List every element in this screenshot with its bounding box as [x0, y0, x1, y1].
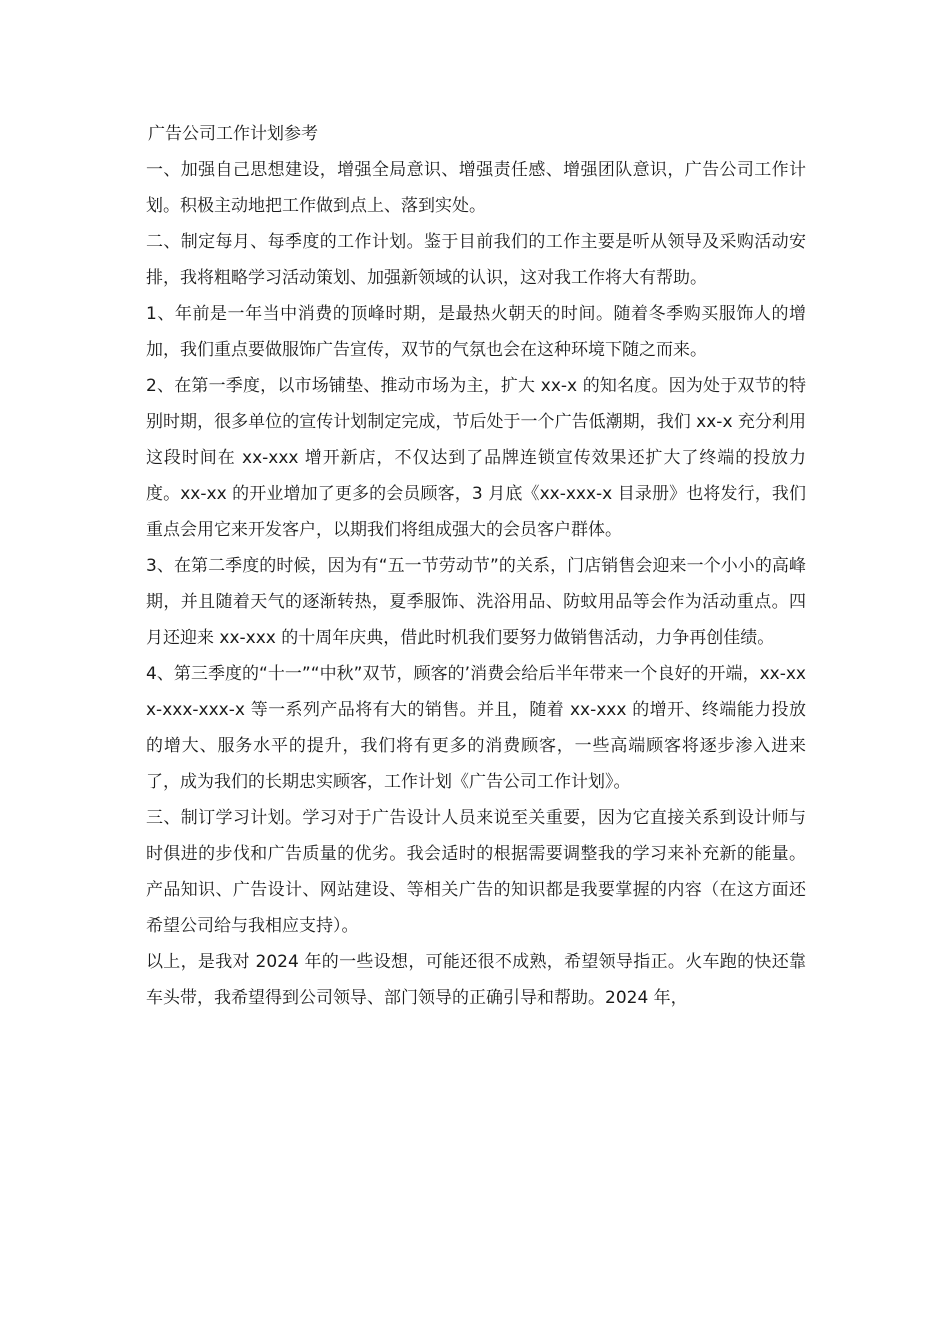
- paragraph-6: 4、第三季度的“十一”“中秋”双节，顾客的’消费会给后半年带来一个良好的开端，xx-xxx-xxx-xxx-x 等一系列产品将有大的销售。并且，随着 xx-xxx 的增开、终端能力投放的增大、服务水平的提升，我们将有更多的消费顾客，一些高端顾客将逐步渗入进来了，成为我们的长期忠实顾客，工作计划《广告公司工作计划》。: [146, 664, 806, 792]
- document-title: 广告公司工作计划参考: [148, 124, 318, 144]
- paragraph-7: 三、制订学习计划。学习对于广告设计人员来说至关重要，因为它直接关系到设计师与时俱进的步伐和广告质量的优劣。我会适时的根据需要调整我的学习来补充新的能量。产品知识、广告设计、网站建设、等相关广告的知识都是我要掌握的内容（在这方面还希望公司给与我相应支持）。: [146, 808, 806, 936]
- paragraph-5: 3、在第二季度的时候，因为有“五一节劳动节”的关系，门店销售会迎来一个小小的高峰期，并且随着天气的逐渐转热，夏季服饰、洗浴用品、防蚊用品等会作为活动重点。四月还迎来 xx-xxx 的十周年庆典，借此时机我们要努力做销售活动，力争再创佳绩。: [146, 556, 806, 648]
- paragraph-1: 一、加强自己思想建设，增强全局意识、增强责任感、增强团队意识，广告公司工作计划。积极主动地把工作做到点上、落到实处。: [146, 160, 806, 216]
- paragraph-2: 二、制定每月、每季度的工作计划。鉴于目前我们的工作主要是听从领导及采购活动安排，我将粗略学习活动策划、加强新领域的认识，这对我工作将大有帮助。: [146, 232, 806, 288]
- paragraph-8: 以上，是我对 2024 年的一些设想，可能还很不成熟，希望领导指正。火车跑的快还靠车头带，我希望得到公司领导、部门领导的正确引导和帮助。2024 年，: [146, 952, 806, 1008]
- paragraph-4: 2、在第一季度，以市场铺垫、推动市场为主，扩大 xx-x 的知名度。因为处于双节的特别时期，很多单位的宣传计划制定完成，节后处于一个广告低潮期，我们 xx-x 充分利用这段时间在 xx-xxx 增开新店，不仅达到了品牌连锁宣传效果还扩大了终端的投放力度。xx-xx 的开业增加了更多的会员顾客，3 月底《xx-xxx-x 目录册》也将发行，我们重点会用它来开发客户，以期我们将组成强大的会员客户群体。: [146, 376, 806, 540]
- paragraph-3: 1、年前是一年当中消费的顶峰时期，是最热火朝天的时间。随着冬季购买服饰人的增加，我们重点要做服饰广告宣传，双节的气氛也会在这种环境下随之而来。: [146, 304, 806, 360]
- document-body: [146, 116, 806, 1016]
